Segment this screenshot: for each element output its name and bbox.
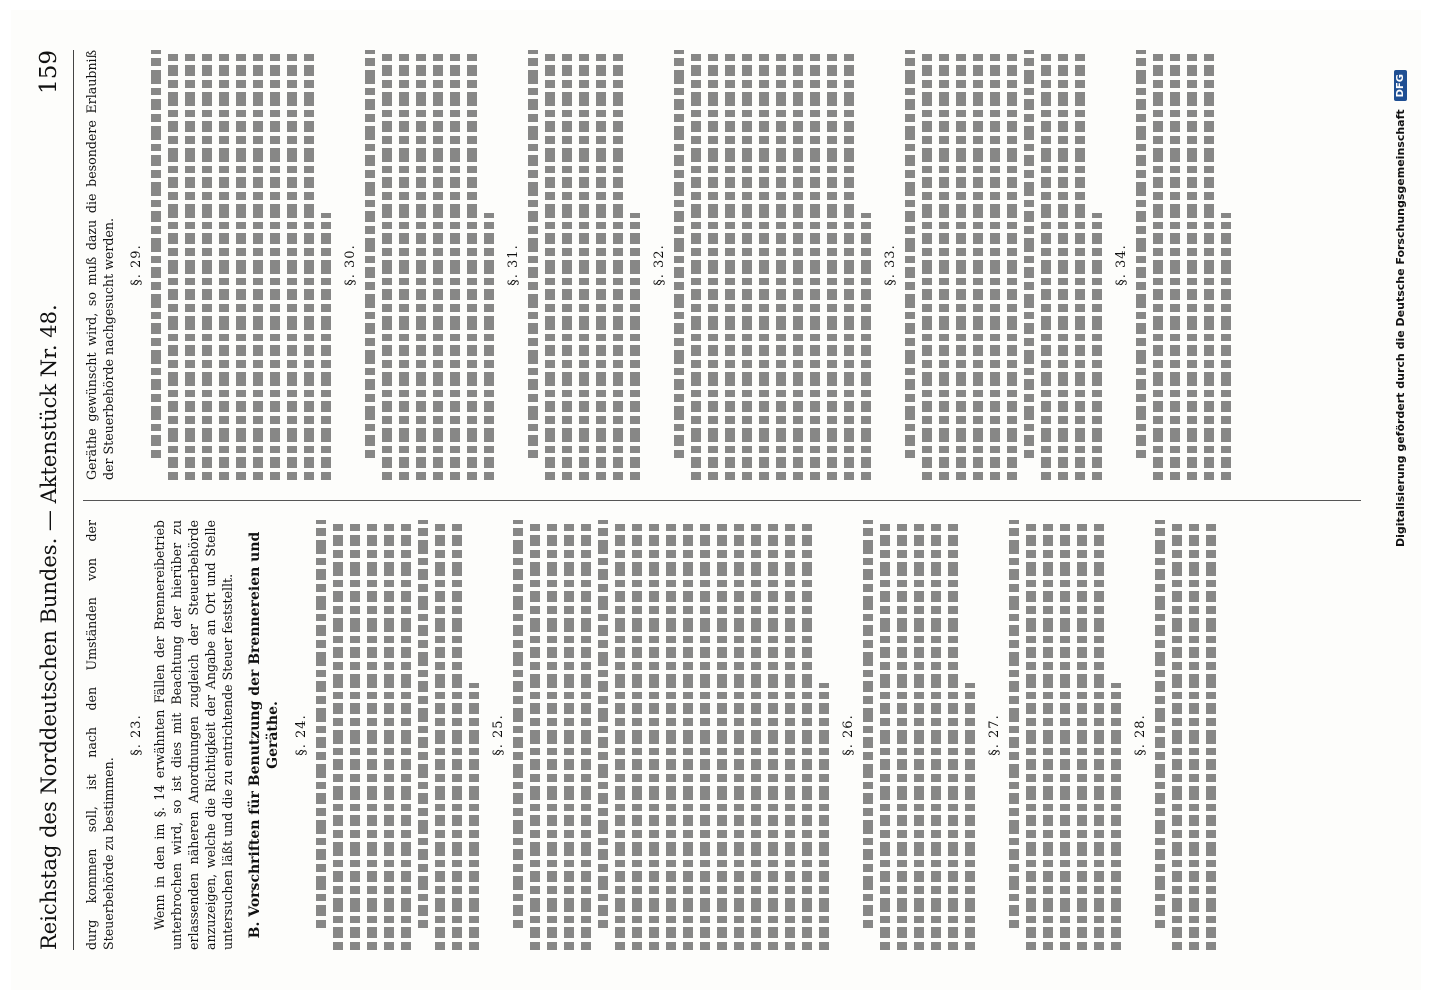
section-28-heading: §. 28.: [1133, 714, 1148, 756]
section-30-heading: §. 30.: [343, 244, 358, 286]
section-26-heading: §. 26.: [841, 714, 856, 756]
section-33-heading: §. 33.: [883, 244, 898, 286]
unread-text-block: [905, 50, 1102, 480]
unread-text-block: [365, 50, 494, 480]
dfg-logo: DFG: [1394, 70, 1407, 101]
unread-text-block: [1155, 520, 1216, 950]
header-rule: [73, 50, 74, 950]
running-header: [29, 50, 69, 950]
unread-text-block: [151, 50, 331, 480]
credit-text: Digitalisierung gefördert durch die Deutsche Forschungsgemeinschaft: [1393, 109, 1407, 548]
section-32-heading: §. 32.: [652, 244, 667, 286]
section-27-heading: §. 27.: [987, 714, 1002, 756]
section-29-heading: §. 29.: [129, 244, 144, 286]
unread-text-block: [863, 520, 975, 950]
part-b-heading: B. Vorschriften für Benutzung der Brennereien und Geräthe.: [247, 531, 281, 939]
page-number: 159: [36, 50, 62, 94]
section-31-heading: §. 31.: [506, 244, 521, 286]
section-25-heading: §. 25.: [491, 714, 506, 756]
document-page: [11, 10, 1421, 990]
unread-text-block: [674, 50, 871, 480]
unread-text-block: [1136, 50, 1231, 480]
section-34-heading: §. 34.: [1114, 244, 1129, 286]
unread-text-block: [513, 520, 829, 950]
section-24-heading: §. 24.: [294, 714, 309, 756]
unread-text-block: [1009, 520, 1121, 950]
left-opening: durg kommen soll, ist nach den Umständen von der Steuerbehörde zu bestimmen.: [84, 520, 116, 950]
section-23-text: Wenn in den im §. 14 erwähnten Fällen der Brennereibetrieb unterbrochen wird, so ist dies mit Beachtung der hierüber zu erlassenden näheren Anordnungen zugleich der Steuerbehörde anzuzeigen, welche die Richtigkeit der Angabe an Ort und Stelle untersuchen läßt und die zu entrichtende Steuer feststellt.: [152, 520, 235, 950]
column-divider: [83, 500, 1361, 501]
digitization-credit: [1391, 70, 1409, 930]
right-column: [83, 50, 1361, 480]
unread-text-block: [316, 520, 479, 950]
left-column: [83, 520, 1361, 950]
header-title: Reichstag des Norddeutschen Bundes. — Aktenstück Nr. 48.: [37, 304, 61, 950]
section-23-heading: §. 23.: [129, 714, 144, 756]
right-opening: Geräthe gewünscht wird, so muß dazu die besondere Erlaubniß der Steuerbehörde nachgesucht werden.: [84, 50, 116, 480]
unread-text-block: [528, 50, 640, 480]
